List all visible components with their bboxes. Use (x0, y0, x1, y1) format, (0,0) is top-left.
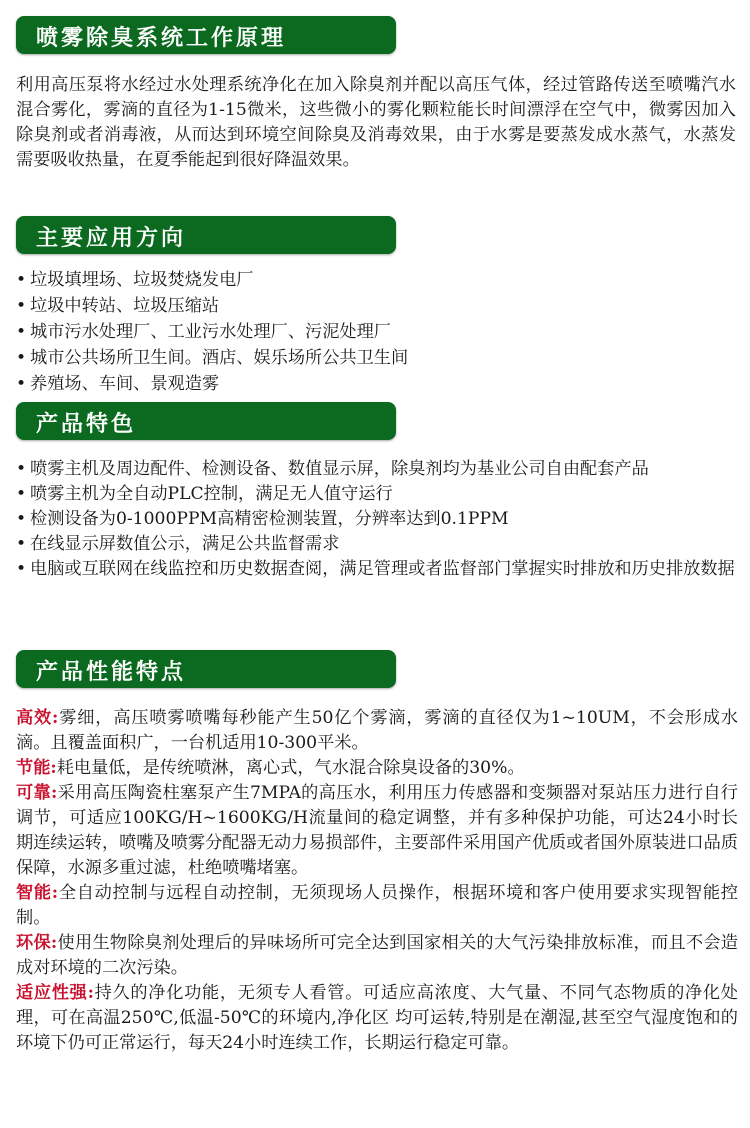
performance-list (16, 706, 738, 1056)
bullet-icon: • (16, 322, 27, 342)
bullet-icon: • (16, 270, 27, 290)
performance-item: 节能:耗电量低，是传统喷淋，离心式，气水混合除臭设备的30%。 (16, 758, 525, 778)
list-item: • 养殖场、车间、景观造雾 (16, 372, 738, 397)
bullet-icon: • (16, 559, 27, 579)
performance-label: 可靠: (16, 783, 58, 803)
performance-label: 适应性强: (16, 983, 94, 1003)
section-header-performance (16, 650, 396, 688)
bullet-icon: • (16, 484, 27, 504)
list-item: • 喷雾主机及周边配件、检测设备、数值显示屏，除臭剂均为基业公司自由配套产品 (16, 457, 738, 482)
principle-paragraph: 利用高压泵将水经过水处理系统净化在加入除臭剂并配以高压气体，经过管路传送至喷嘴汽水混合雾化，雾滴的直径为1-15微米，这些微小的雾化颗粒能长时间漂浮在空气中，微雾因加入除臭剂或者消毒液，从而达到环境空间除臭及消毒效果，由于水雾是要蒸发成水蒸气，水蒸发需要吸收热量，在夏季能起到很好降温效果。 (16, 75, 736, 170)
performance-item: 环保:使用生物除臭剂处理后的异味场所可完全达到国家相关的大气污染排放标准，而且不会造成对环境的二次污染。 (16, 933, 738, 978)
list-item: • 垃圾中转站、垃圾压缩站 (16, 294, 738, 319)
bullet-icon: • (16, 296, 27, 316)
list-item: • 城市公共场所卫生间。酒店、娱乐场所公共卫生间 (16, 346, 738, 371)
list-item: • 城市污水处理厂、工业污水处理厂、污泥处理厂 (16, 320, 738, 345)
section-title: 主要应用方向 (36, 226, 187, 251)
section-title: 产品特色 (36, 412, 137, 437)
performance-item: 可靠:采用高压陶瓷柱塞泵产生7MPA的高压水，利用压力传感器和变频器对泵站压力进行自行调节，可适应100KG/H~1600KG/H流量间的稳定调整，并有多种保护功能，可达24小时长期连续运转，喷嘴及喷雾分配器无动力易损部件，主要部件采用国产优质或者国外原装进口品质保障，水源多重过滤，杜绝喷嘴堵塞。 (16, 783, 738, 878)
bullet-icon: • (16, 459, 27, 479)
section-title: 产品性能特点 (36, 660, 187, 685)
performance-item: 高效:雾细，高压喷雾喷嘴每秒能产生50亿个雾滴，雾滴的直径仅为1~10UM，不会形成水滴。且覆盖面积广，一台机适用10-300平米。 (16, 708, 738, 753)
performance-label: 环保: (16, 933, 58, 953)
bullet-icon: • (16, 348, 27, 368)
section-header-applications (16, 216, 396, 254)
applications-list (16, 268, 738, 398)
bullet-icon: • (16, 509, 27, 529)
performance-label: 高效: (16, 708, 59, 728)
features-list (16, 457, 738, 582)
performance-item: 智能:全自动控制与远程自动控制，无须现场人员操作，根据环境和客户使用要求实现智能控制。 (16, 883, 738, 928)
list-item: • 喷雾主机为全自动PLC控制，满足无人值守运行 (16, 482, 738, 507)
list-item: • 在线显示屏数值公示，满足公共监督需求 (16, 532, 738, 557)
performance-label: 智能: (16, 883, 59, 903)
section-header-principle (16, 16, 396, 54)
section-title: 喷雾除臭系统工作原理 (36, 26, 287, 51)
section-header-features (16, 402, 396, 440)
performance-label: 节能: (16, 758, 57, 778)
performance-item: 适应性强:持久的净化功能，无须专人看管。可适应高浓度、大气量、不同气态物质的净化处理，可在高温250℃,低温-50℃的环境内,净化区 均可运转,特别是在潮湿,甚至空气湿度饱和的环境下仍可正常运行，每天24小时连续工作，长期运行稳定可靠。 (16, 983, 738, 1053)
bullet-icon: • (16, 374, 27, 394)
bullet-icon: • (16, 534, 27, 554)
list-item: • 检测设备为0-1000PPM高精密检测装置，分辨率达到0.1PPM (16, 507, 738, 532)
list-item: • 电脑或互联网在线监控和历史数据查阅，满足管理或者监督部门掌握实时排放和历史排放数据 (16, 557, 738, 582)
list-item: • 垃圾填埋场、垃圾焚烧发电厂 (16, 268, 738, 293)
